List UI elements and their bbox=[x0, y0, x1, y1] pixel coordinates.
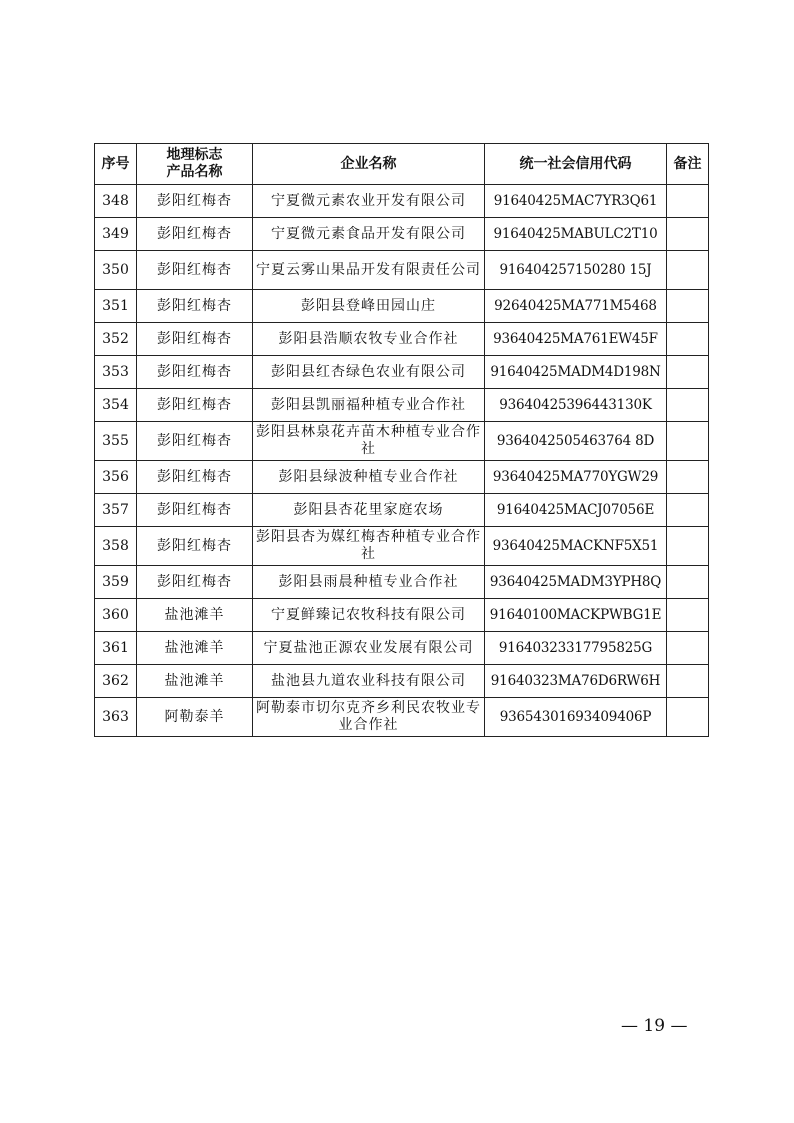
cell-company: 宁夏鲜臻记农牧科技有限公司 bbox=[253, 599, 485, 632]
cell-code: 91640425MABULC2T10 bbox=[485, 218, 667, 251]
cell-remark bbox=[667, 356, 709, 389]
table-row bbox=[95, 389, 709, 422]
cell-remark bbox=[667, 632, 709, 665]
registry-table-container bbox=[94, 143, 708, 737]
cell-product: 彭阳红梅杏 bbox=[137, 356, 253, 389]
cell-index: 363 bbox=[95, 698, 137, 737]
table-row bbox=[95, 323, 709, 356]
cell-remark bbox=[667, 599, 709, 632]
cell-remark bbox=[667, 665, 709, 698]
cell-code: 91640100MACKPWBG1E bbox=[485, 599, 667, 632]
cell-product: 阿勒泰羊 bbox=[137, 698, 253, 737]
cell-remark bbox=[667, 290, 709, 323]
cell-code: 91640425MAC7YR3Q61 bbox=[485, 185, 667, 218]
cell-index: 350 bbox=[95, 251, 137, 290]
cell-index: 352 bbox=[95, 323, 137, 356]
registry-table bbox=[94, 143, 709, 737]
cell-company: 彭阳县杏为媒红梅杏种植专业合作社 bbox=[253, 527, 485, 566]
table-row bbox=[95, 632, 709, 665]
cell-product: 彭阳红梅杏 bbox=[137, 290, 253, 323]
cell-remark bbox=[667, 566, 709, 599]
table-row bbox=[95, 251, 709, 290]
cell-remark bbox=[667, 527, 709, 566]
cell-product: 彭阳红梅杏 bbox=[137, 389, 253, 422]
cell-code: 91640425MADM4D198N bbox=[485, 356, 667, 389]
cell-remark bbox=[667, 218, 709, 251]
table-row bbox=[95, 494, 709, 527]
cell-company: 彭阳县登峰田园山庄 bbox=[253, 290, 485, 323]
header-company: 企业名称 bbox=[253, 144, 485, 185]
cell-index: 358 bbox=[95, 527, 137, 566]
table-row bbox=[95, 290, 709, 323]
cell-company: 彭阳县绿波种植专业合作社 bbox=[253, 461, 485, 494]
cell-index: 355 bbox=[95, 422, 137, 461]
cell-code: 91640323317795825G bbox=[485, 632, 667, 665]
cell-product: 彭阳红梅杏 bbox=[137, 185, 253, 218]
cell-product: 盐池滩羊 bbox=[137, 599, 253, 632]
table-row bbox=[95, 461, 709, 494]
cell-company: 阿勒泰市切尔克齐乡利民农牧业专业合作社 bbox=[253, 698, 485, 737]
cell-product: 彭阳红梅杏 bbox=[137, 527, 253, 566]
cell-product: 彭阳红梅杏 bbox=[137, 323, 253, 356]
cell-product: 彭阳红梅杏 bbox=[137, 251, 253, 290]
cell-index: 357 bbox=[95, 494, 137, 527]
cell-product: 彭阳红梅杏 bbox=[137, 494, 253, 527]
cell-product: 彭阳红梅杏 bbox=[137, 218, 253, 251]
table-row bbox=[95, 665, 709, 698]
table-row bbox=[95, 599, 709, 632]
table-row bbox=[95, 566, 709, 599]
cell-remark bbox=[667, 698, 709, 737]
cell-company: 彭阳县浩顺农牧专业合作社 bbox=[253, 323, 485, 356]
cell-company: 宁夏微元素农业开发有限公司 bbox=[253, 185, 485, 218]
cell-index: 359 bbox=[95, 566, 137, 599]
cell-code: 92640425MA771M5468 bbox=[485, 290, 667, 323]
header-index: 序号 bbox=[95, 144, 137, 185]
table-row bbox=[95, 356, 709, 389]
cell-code: 93640425MADM3YPH8Q bbox=[485, 566, 667, 599]
cell-company: 彭阳县杏花里家庭农场 bbox=[253, 494, 485, 527]
cell-remark bbox=[667, 494, 709, 527]
cell-company: 盐池县九道农业科技有限公司 bbox=[253, 665, 485, 698]
cell-remark bbox=[667, 251, 709, 290]
cell-code: 93654301693409406P bbox=[485, 698, 667, 737]
cell-code: 93640425MA770YGW29 bbox=[485, 461, 667, 494]
cell-company: 宁夏微元素食品开发有限公司 bbox=[253, 218, 485, 251]
table-row bbox=[95, 527, 709, 566]
cell-code: 9364042505463764 8D bbox=[485, 422, 667, 461]
cell-company: 宁夏盐池正源农业发展有限公司 bbox=[253, 632, 485, 665]
table-row bbox=[95, 185, 709, 218]
cell-remark bbox=[667, 422, 709, 461]
cell-company: 彭阳县凯丽福种植专业合作社 bbox=[253, 389, 485, 422]
cell-index: 351 bbox=[95, 290, 137, 323]
cell-remark bbox=[667, 323, 709, 356]
cell-remark bbox=[667, 461, 709, 494]
cell-company: 彭阳县红杏绿色农业有限公司 bbox=[253, 356, 485, 389]
cell-index: 349 bbox=[95, 218, 137, 251]
header-product: 地理标志 产品名称 bbox=[137, 144, 253, 185]
table-row bbox=[95, 422, 709, 461]
cell-company: 宁夏云雾山果品开发有限责任公司 bbox=[253, 251, 485, 290]
cell-index: 348 bbox=[95, 185, 137, 218]
table-row bbox=[95, 218, 709, 251]
cell-product: 彭阳红梅杏 bbox=[137, 422, 253, 461]
cell-code: 91640323MA76D6RW6H bbox=[485, 665, 667, 698]
page-number: — 19 — bbox=[621, 1016, 688, 1036]
cell-code: 93640425396443130K bbox=[485, 389, 667, 422]
cell-company: 彭阳县雨晨种植专业合作社 bbox=[253, 566, 485, 599]
cell-product: 彭阳红梅杏 bbox=[137, 566, 253, 599]
cell-code: 93640425MACKNF5X51 bbox=[485, 527, 667, 566]
table-header-row bbox=[95, 144, 709, 185]
cell-company: 彭阳县林泉花卉苗木种植专业合作社 bbox=[253, 422, 485, 461]
cell-index: 354 bbox=[95, 389, 137, 422]
cell-product: 彭阳红梅杏 bbox=[137, 461, 253, 494]
cell-index: 361 bbox=[95, 632, 137, 665]
cell-index: 360 bbox=[95, 599, 137, 632]
header-remark: 备注 bbox=[667, 144, 709, 185]
cell-index: 353 bbox=[95, 356, 137, 389]
cell-product: 盐池滩羊 bbox=[137, 632, 253, 665]
cell-code: 916404257150280 15J bbox=[485, 251, 667, 290]
cell-code: 91640425MACJ07056E bbox=[485, 494, 667, 527]
cell-index: 356 bbox=[95, 461, 137, 494]
cell-index: 362 bbox=[95, 665, 137, 698]
cell-product: 盐池滩羊 bbox=[137, 665, 253, 698]
cell-remark bbox=[667, 389, 709, 422]
header-code: 统一社会信用代码 bbox=[485, 144, 667, 185]
cell-remark bbox=[667, 185, 709, 218]
table-row bbox=[95, 698, 709, 737]
cell-code: 93640425MA761EW45F bbox=[485, 323, 667, 356]
